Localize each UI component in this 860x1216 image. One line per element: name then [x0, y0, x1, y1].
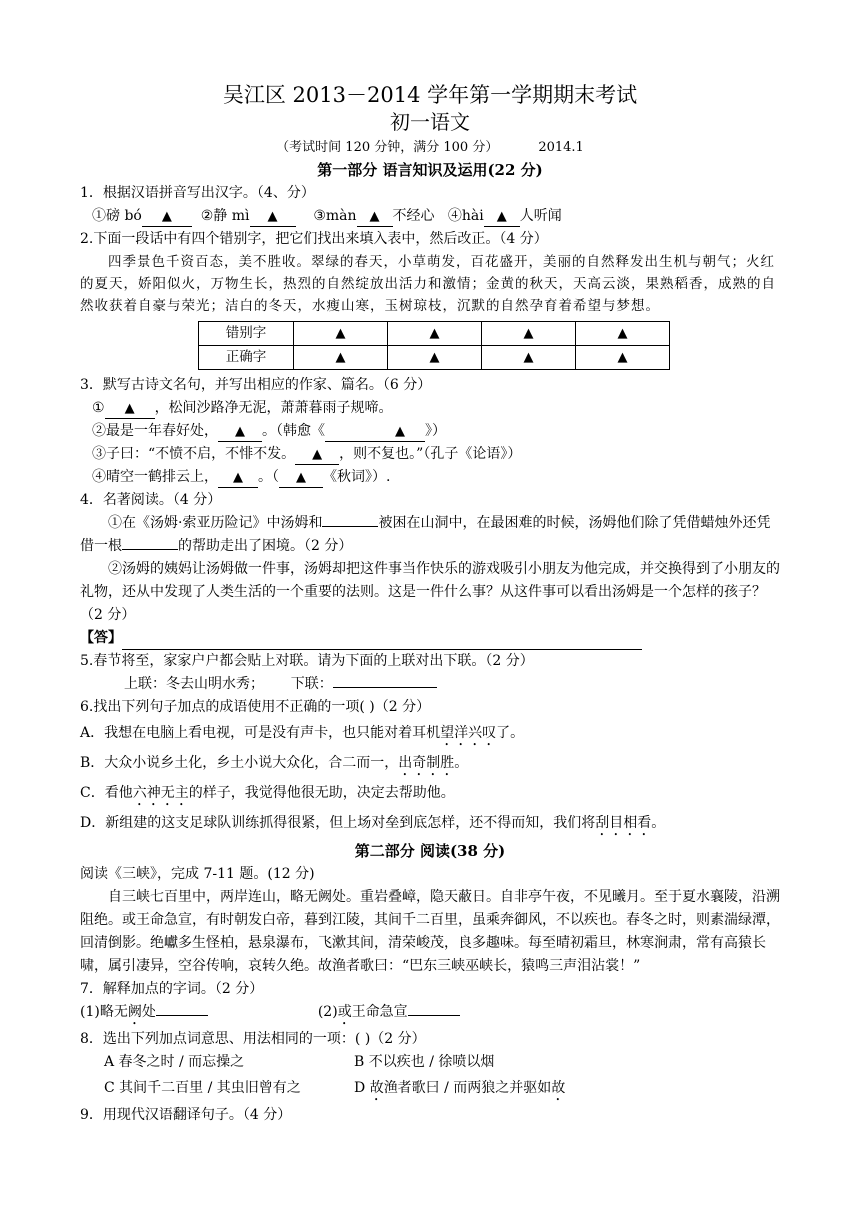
q2-stem: 2.下面一段话中有四个错别字，把它们找出来填入表中，然后改正。（4 分）: [80, 231, 548, 247]
q1-item-3: ③màn: [313, 208, 357, 224]
table-cell[interactable]: ▲: [482, 346, 576, 370]
table-row: [199, 346, 670, 370]
q1-stem: 1．根据汉语拼音写出汉字。（4、分）: [80, 185, 315, 201]
q8-option-a: A 春冬之时 / 而忘操之: [104, 1054, 245, 1070]
exam-info: [80, 138, 780, 158]
q7-stem: 7．解释加点的字词。（2 分）: [80, 981, 264, 997]
q8-row-2: [80, 1074, 780, 1104]
q5-couplet: 上联：冬去山明水秀； 下联：: [80, 673, 780, 696]
table-cell[interactable]: ▲: [576, 322, 670, 346]
q1-blank-2[interactable]: ▲: [250, 207, 296, 227]
exam-page: [80, 82, 780, 1127]
table-cell[interactable]: ▲: [482, 322, 576, 346]
q4-stem: 4．名著阅读。（4 分）: [80, 492, 222, 508]
exam-duration: （考试时间 120 分钟，满分 100 分）: [276, 140, 499, 155]
table-cell[interactable]: ▲: [576, 346, 670, 370]
q1-blank-1[interactable]: ▲: [142, 207, 192, 227]
table-cell[interactable]: ▲: [388, 322, 482, 346]
q1-item-3-tail: 不经心: [392, 208, 435, 224]
q5-stem: 5.春节将至，家家户户都会贴上对联。请为下面的上联对出下联。（2 分）: [80, 653, 534, 669]
q3-stem: 3．默写古诗文名句，并写出相应的作家、篇名。（6 分）: [80, 377, 432, 393]
answer-label: 【答】: [80, 630, 122, 646]
part1-title: 第一部分 语言知识及运用(22 分): [317, 161, 543, 179]
q3-blank-2[interactable]: ▲: [218, 422, 262, 442]
q1-item-1: ①磅 bó: [92, 208, 142, 224]
q7-blank-2[interactable]: [408, 1015, 460, 1016]
exam-date: 2014.1: [538, 140, 584, 155]
table-header-wrong: 错别字: [199, 322, 294, 346]
q3-blank-3[interactable]: ▲: [325, 422, 425, 442]
q6-option-b: B．大众小说乡土化，乡土小说大众化，合二而一，出奇制胜。: [80, 755, 469, 771]
q9-stem: 9．用现代汉语翻译句子。（4 分）: [80, 1107, 292, 1123]
q3-blank-5[interactable]: ▲: [218, 468, 258, 488]
q8-option-c: C 其间千二百里 / 其虫旧曾有之: [104, 1080, 301, 1096]
q6-option-c: C．看他六神无主的样子，我觉得他很无助，决定去帮助他。: [80, 785, 455, 801]
reading-intro: 阅读《三峡》，完成 7-11 题。(12 分): [80, 866, 315, 882]
table-row: [199, 322, 670, 346]
table-cell[interactable]: ▲: [294, 322, 388, 346]
q3-blank-6[interactable]: ▲: [279, 468, 323, 488]
part2-title: 第二部分 阅读(38 分): [354, 842, 506, 860]
q1-item-4-tail: 人听闻: [519, 208, 562, 224]
q3-line-1: ① ▲ ，松间沙路净无泥，萧萧暮雨子规啼。: [80, 397, 780, 420]
q1-blank-3[interactable]: ▲: [357, 207, 393, 227]
q3-line-3: ③子曰：“不愤不启，不悱不发。 ▲ ，则不复也。”（孔子《论语》）: [80, 443, 780, 466]
q7-blank-1[interactable]: [156, 1015, 208, 1016]
exam-title: 吴江区 2013－2014 学年第一学期期末考试: [222, 83, 638, 107]
q3-blank-1[interactable]: ▲: [105, 399, 155, 419]
table-cell[interactable]: ▲: [294, 346, 388, 370]
q3-blank-4[interactable]: ▲: [295, 445, 339, 465]
q8-stem: 8．选出下列加点词意思、用法相同的一项：( )（2 分）: [80, 1031, 426, 1047]
table-cell[interactable]: ▲: [388, 346, 482, 370]
q4-part-1: ①在《汤姆·索亚历险记》中汤姆和 被困在山洞中，在最困难的时候，汤姆他们除了凭借蜡烛外还凭借一根 的帮助走出了困境。（2 分）: [80, 515, 771, 554]
q6-stem: 6.找出下列句子加点的成语使用不正确的一项( )（2 分）: [80, 699, 431, 715]
q4-answer-line[interactable]: [122, 631, 642, 650]
table-header-correct: 正确字: [199, 346, 294, 370]
q7-items: (1)略无阙处 (2)或王命急宣: [80, 1001, 780, 1028]
q8-option-b: B 不以疾也 / 徐喷以烟: [354, 1054, 495, 1070]
q4-blank-2[interactable]: [122, 549, 178, 550]
q1-item-4: ④hài: [447, 208, 484, 224]
q2-passage: 四季景色千资百态，美不胜收。翠绿的春天，小草萌发，百花盛开，美丽的自然释发出生机与朝气；火红的夏天，娇阳似火，万物生长，热烈的自然绽放出活力和激情；金黄的秋天，天高云淡，果熟稻香，成熟的自然收获着自豪与荣光；洁白的冬天，水瘦山寒，玉树琼枝，沉默的自然孕育着希望与梦想。: [80, 254, 776, 314]
q1-items: [80, 205, 780, 228]
q4-answer: [80, 627, 780, 650]
q4-blank-1[interactable]: [322, 526, 378, 527]
exam-subtitle: 初一语文: [390, 110, 470, 134]
q8-option-d: D 故渔者歌曰 / 而两狼之并驱如故: [354, 1080, 566, 1096]
q5-answer-blank[interactable]: [333, 687, 437, 688]
q3-line-2: ②最是一年春好处， ▲ 。（韩愈《 ▲ 》）: [80, 420, 780, 443]
q1-blank-4[interactable]: ▲: [484, 207, 520, 227]
q3-line-4: ④晴空一鹤排云上， ▲ 。（ ▲ 《秋词》）.: [80, 466, 780, 489]
q6-option-a: A．我想在电脑上看电视，可是没有声卡，也只能对着耳机望洋兴叹了。: [80, 725, 525, 741]
q4-part-2: ②汤姆的姨妈让汤姆做一件事，汤姆却把这件事当作快乐的游戏吸引小朋友为他完成，并交换得到了小朋友的礼物，还从中发现了人类生活的一个重要的法则。这是一件什么事？从这件事可以看出汤姆是一个怎样的孩子？（2 分）: [80, 561, 780, 623]
q6-option-d: D．新组建的这支足球队训练抓得很紧，但上场对垒到底怎样，还不得而知，我们将刮目相看。: [80, 815, 666, 831]
reading-passage: 自三峡七百里中，两岸连山，略无阙处。重岩叠嶂，隐天蔽日。自非亭午夜，不见曦月。至于夏水襄陵，沿溯阻绝。或王命急宣，有时朝发白帝，暮到江陵，其间千二百里，虽乘奔御风，不以疾也。春冬之时，则素湍绿潭，回清倒影。绝巘多生怪柏，悬泉瀑布，飞漱其间，清荣峻茂，良多趣味。每至晴初霜旦，林寒涧肃，常有高猿长啸，属引凄异，空谷传响，哀转久绝。故渔者歌曰：“巴东三峡巫峡长，猿鸣三声泪沾裳！”: [80, 889, 780, 974]
q1-item-2: ②静 mì: [200, 208, 250, 224]
q2-correction-table: [198, 321, 670, 370]
q8-row-1: [80, 1051, 780, 1074]
